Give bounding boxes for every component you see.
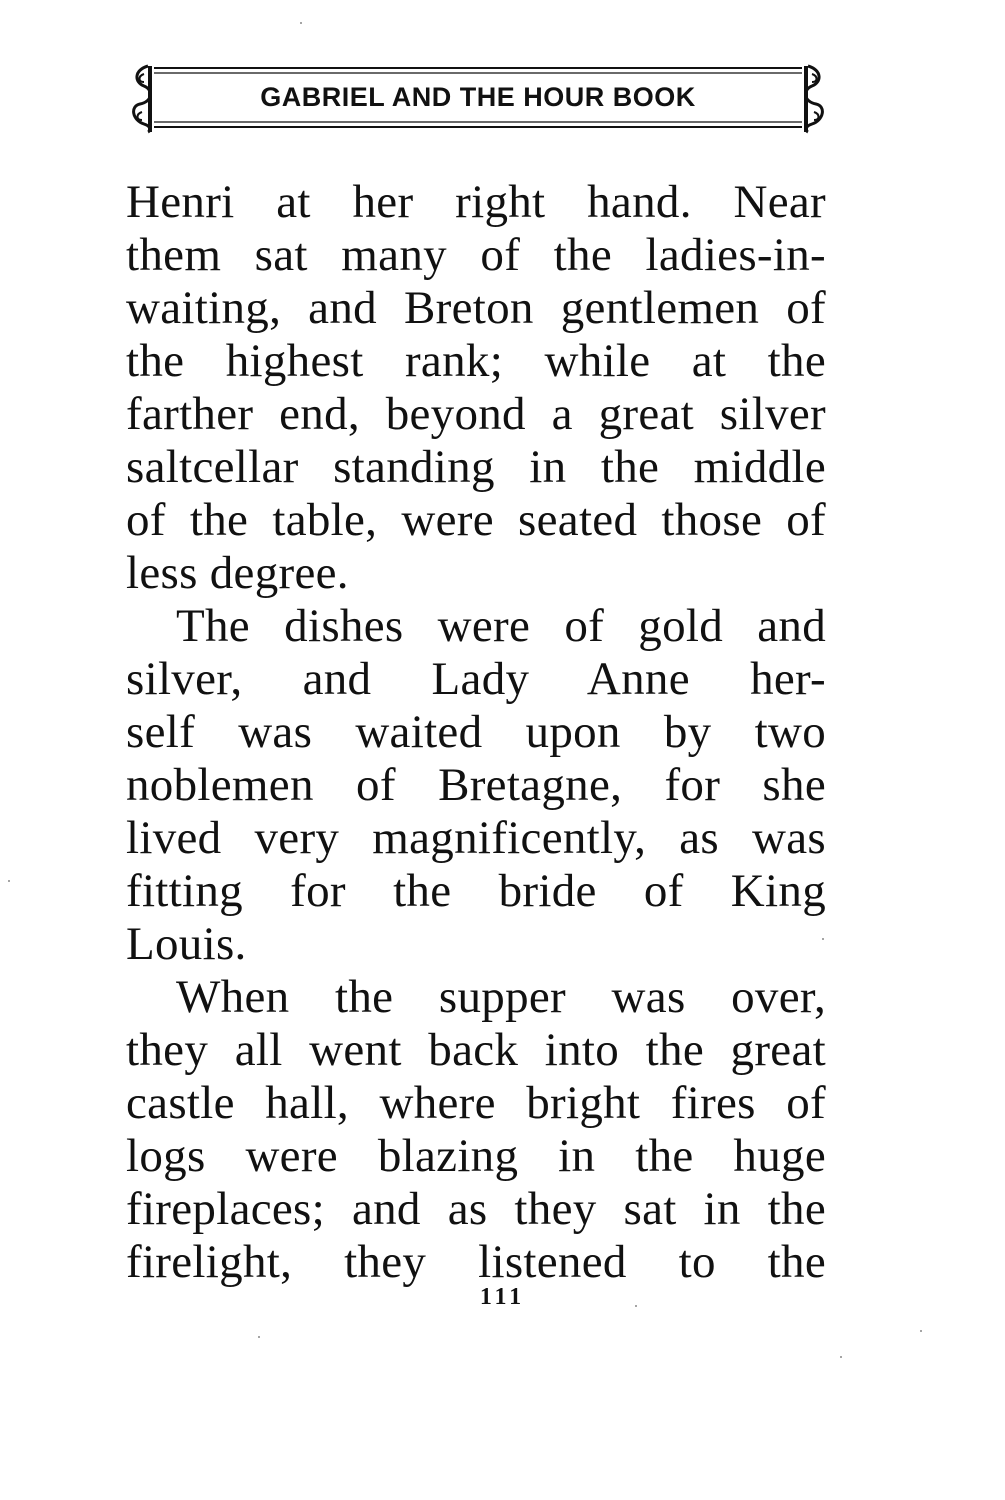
text-line: Louis. — [126, 918, 247, 970]
text-line: silver, and Lady Anne her- — [126, 653, 826, 705]
running-header — [126, 64, 830, 134]
text-line: fitting for the bride of King — [126, 865, 826, 917]
text-line: noblemen of Bretagne, for she — [126, 759, 826, 811]
text-line: The dishes were of gold and — [176, 600, 826, 652]
paragraph-2 — [126, 600, 826, 971]
text-line: logs were blazing in the huge — [126, 1130, 826, 1182]
text-line: less degree. — [126, 547, 349, 599]
running-head-title: GABRIEL AND THE HOUR BOOK — [260, 82, 696, 112]
paragraph-3 — [126, 971, 826, 1289]
scan-speck — [635, 1305, 637, 1307]
scan-speck — [300, 22, 302, 24]
text-line: castle hall, where bright fires of — [126, 1077, 826, 1129]
text-line: saltcellar standing in the middle — [126, 441, 826, 493]
text-line: Henri at her right hand. Near — [126, 176, 826, 228]
scan-speck — [8, 880, 10, 882]
text-line: firelight, they listened to the — [126, 1236, 826, 1288]
text-line: fireplaces; and as they sat in the — [126, 1183, 826, 1235]
text-line: When the supper was over, — [176, 971, 826, 1023]
text-line: self was waited upon by two — [126, 706, 826, 758]
paragraph-1 — [126, 176, 826, 600]
text-line: they all went back into the great — [126, 1024, 826, 1076]
text-line: the highest rank; while at the — [126, 335, 826, 387]
page-number: 111 — [479, 1284, 526, 1310]
body-text — [126, 176, 826, 1289]
text-line: lived very magnificently, as was — [126, 812, 826, 864]
scan-speck — [258, 1336, 260, 1338]
text-line: of the table, were seated those of — [126, 494, 826, 546]
text-line: farther end, beyond a great silver — [126, 388, 826, 440]
scan-speck — [822, 938, 824, 940]
scan-speck — [840, 1356, 842, 1358]
scan-speck — [920, 1330, 922, 1332]
text-line: them sat many of the ladies-in- — [126, 229, 826, 281]
text-line: waiting, and Breton gentlemen of — [126, 282, 826, 334]
